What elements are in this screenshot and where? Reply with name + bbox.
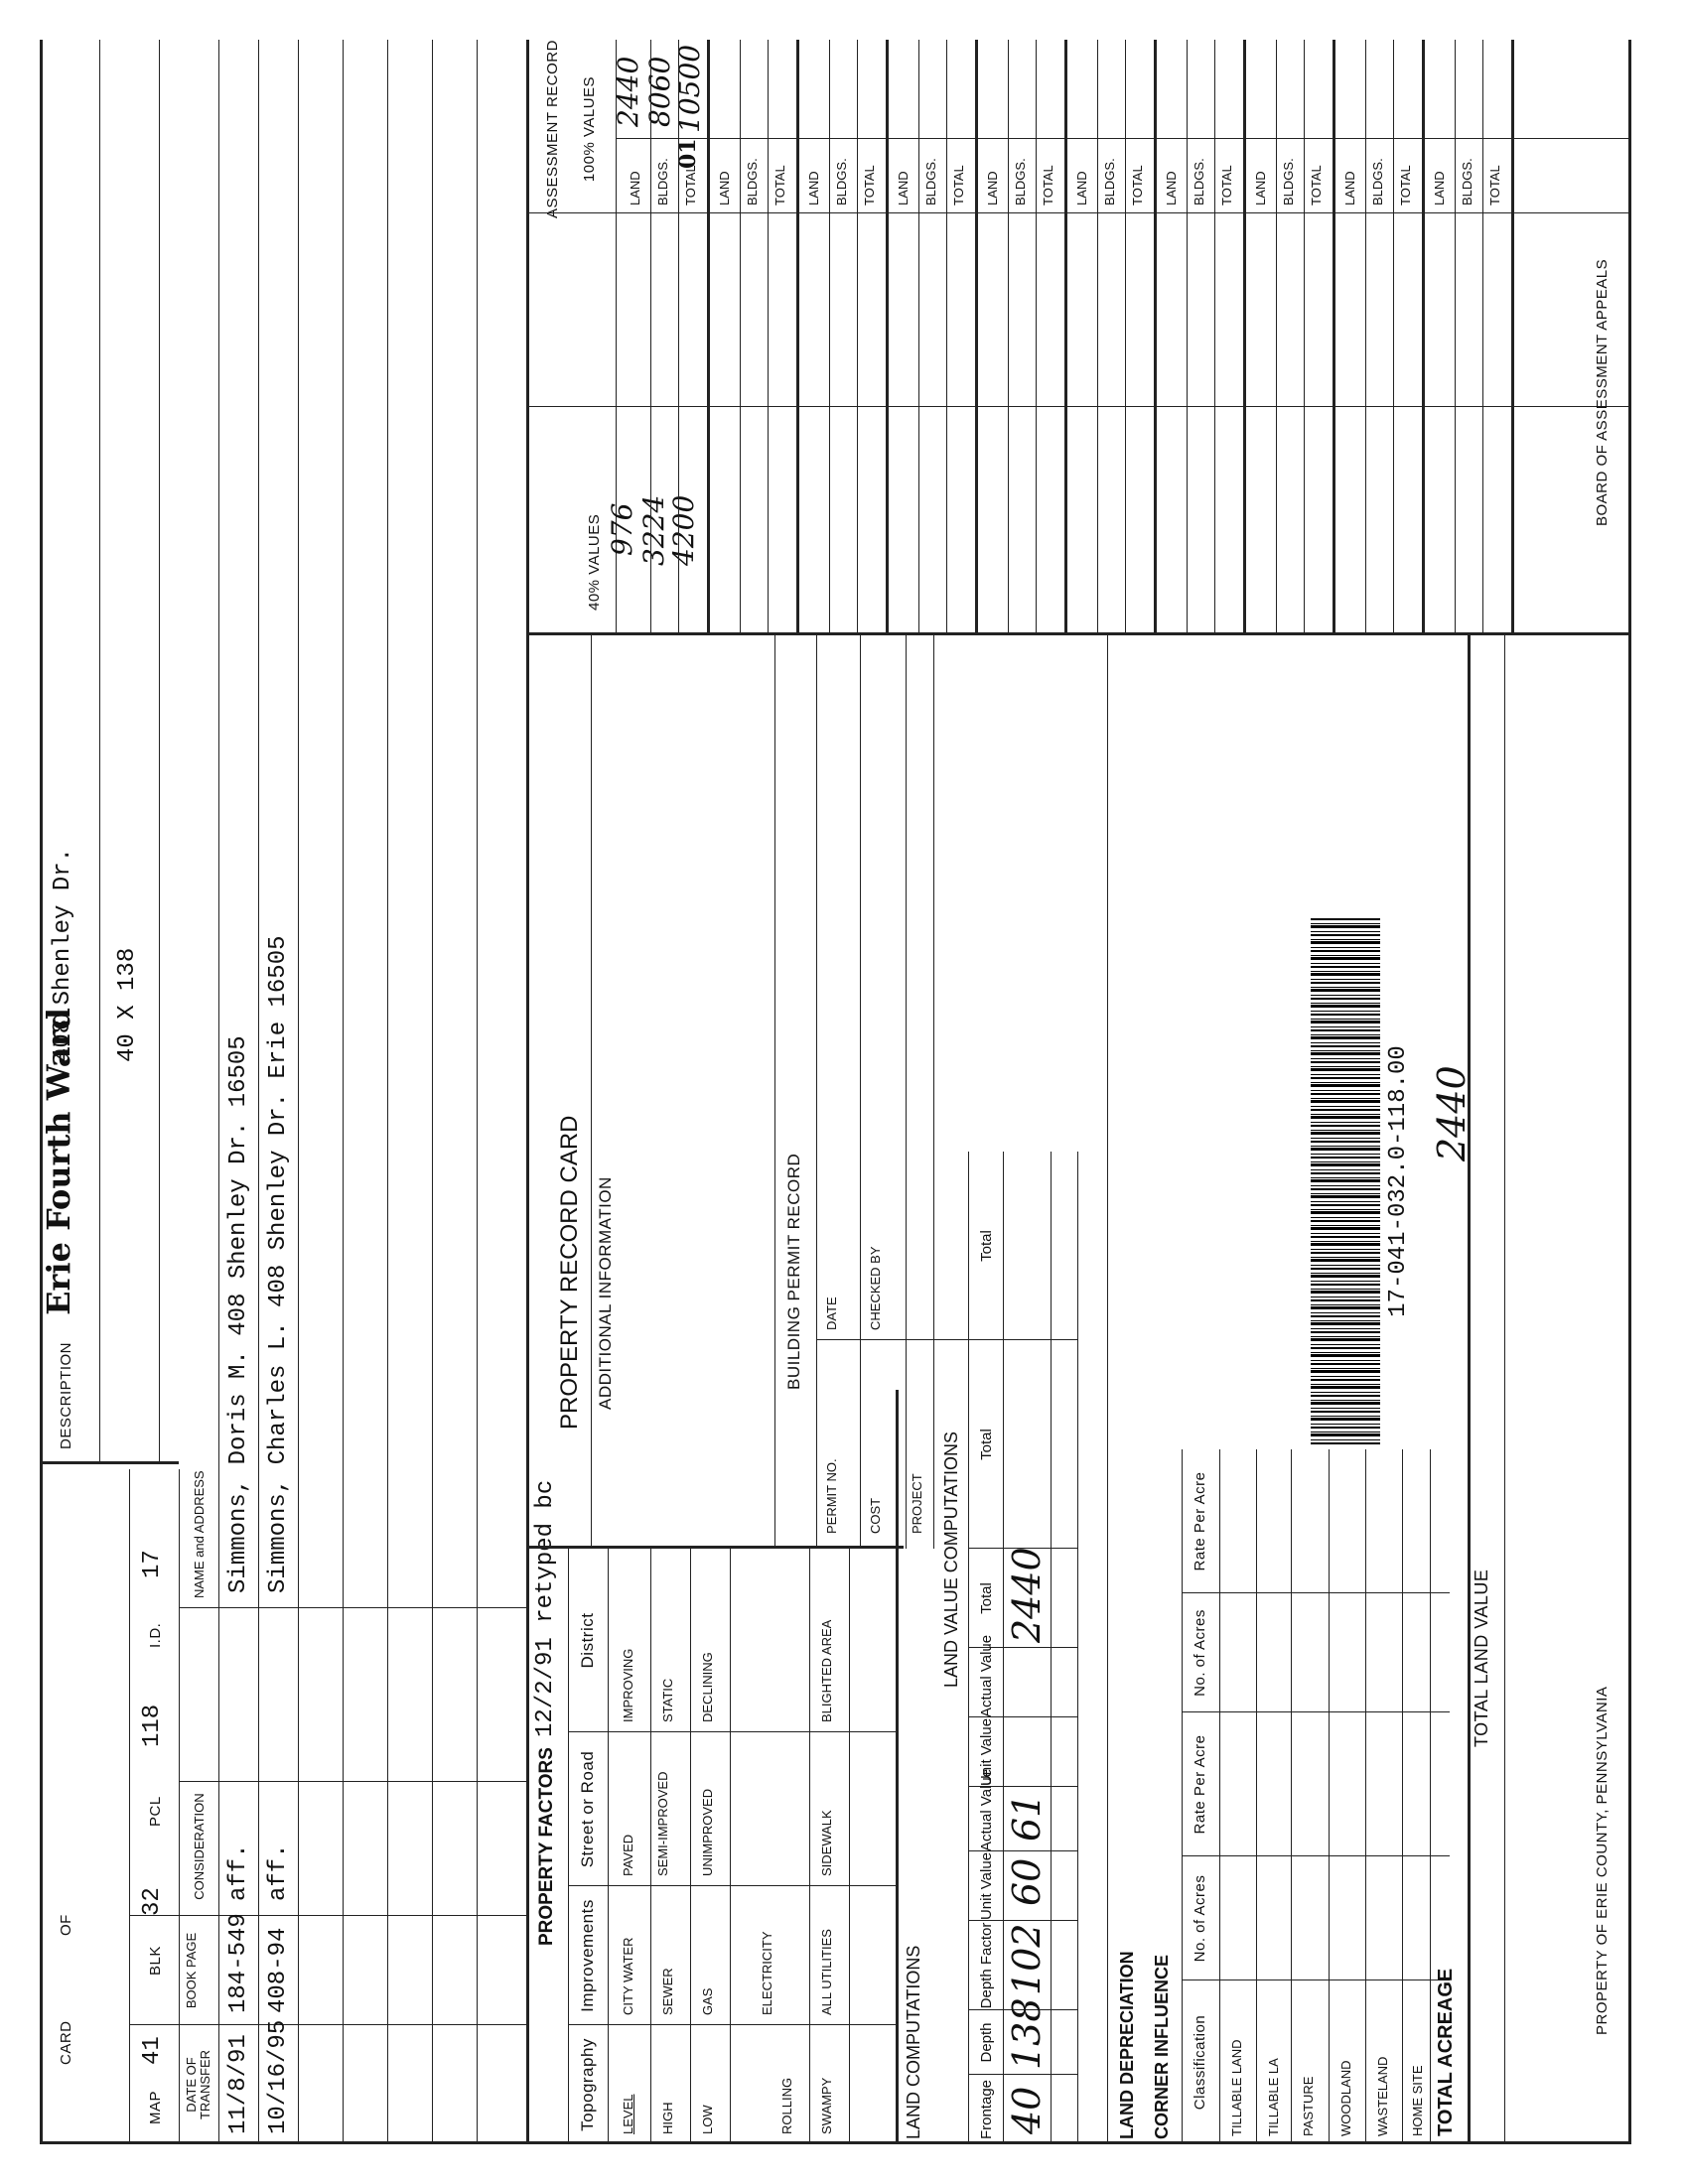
transfer-date-1: 11/8/91 (225, 2034, 252, 2134)
transfer-col-1 (129, 2024, 526, 2025)
pf-th-improvements: Improvements (578, 1899, 597, 2012)
grid-j2 (1482, 40, 1483, 635)
pf-th-topography: Topography (578, 2038, 597, 2131)
lc-th-actual-value: Actual Value (978, 1768, 995, 1851)
values40-land: 976 (606, 502, 638, 556)
lc-rule-2 (1051, 1152, 1052, 2144)
grid-b3 (796, 40, 799, 635)
grid-i3 (1422, 40, 1425, 635)
assess-total-label-8: TOTAL (1309, 165, 1324, 205)
corner-influence-title: CORNER INFLUENCE (1152, 1954, 1172, 2139)
grid-g3 (1243, 40, 1246, 635)
assess-total-mark: 01 (675, 138, 701, 169)
district-blighted: BLIGHTED AREA (819, 1619, 834, 1722)
dep-class-tillable-2: TILLABLE LA (1266, 2058, 1281, 2136)
pf-rule-5 (849, 1549, 850, 2144)
dep-th-rate-2: Rate Per Acre (1192, 1471, 1208, 1571)
dep-rule-7 (1468, 635, 1471, 2144)
pf-rule-6 (896, 1390, 899, 2144)
pf-rule-2 (690, 1549, 691, 2144)
dep-class-tillable-1: TILLABLE LAND (1229, 2039, 1244, 2136)
permit-rule-top (774, 635, 775, 1549)
dep-class-home-site: HOME SITE (1410, 2065, 1425, 2136)
land-computations-title: LAND COMPUTATIONS (904, 1945, 923, 2139)
district-static: STATIC (660, 1678, 675, 1722)
values40-title: 40% VALUES (586, 513, 603, 611)
imp-sewer: SEWER (660, 1968, 675, 2015)
lc-rule-head (968, 1152, 969, 2144)
lc-th-depth-factor: Depth Factor (978, 1922, 995, 2009)
grid-h2 (1304, 40, 1305, 635)
grid-c3 (886, 40, 889, 635)
dep-col-3 (1182, 1711, 1450, 1712)
description-rule (99, 40, 100, 1464)
transfer-rule-5 (432, 40, 433, 2144)
land-depreciation-title: LAND DEPRECIATION (1117, 1951, 1137, 2139)
description-divider (40, 1461, 179, 1464)
barcode (1311, 918, 1380, 1444)
dep-th-acres-2: No. of Acres (1192, 1609, 1208, 1697)
th-consideration: CONSIDERATION (192, 1793, 207, 1900)
permit-cost-label: COST (868, 1497, 883, 1534)
permit-title: BUILDING PERMIT RECORD (784, 1153, 803, 1390)
dep-th-rate-1: Rate Per Acre (1192, 1734, 1208, 1835)
values40-right-edge (526, 406, 1628, 407)
transfer-rule-4 (387, 40, 388, 2144)
dep-th-acres-1: No. of Acres (1192, 1874, 1208, 1963)
permit-rule-1 (816, 635, 817, 1549)
grid-c1 (829, 40, 830, 635)
lc-unit-value: 60 (1005, 1857, 1049, 1906)
assess-bldgs-label-3: BLDGS. (834, 158, 849, 205)
dep-rule-3 (1329, 1449, 1330, 2144)
grid-h1 (1276, 40, 1277, 635)
permit-checked-label: CHECKED BY (868, 1246, 883, 1330)
pf-rule-0 (608, 1549, 609, 2144)
pf-th-street: Street or Road (578, 1750, 597, 1868)
assess-land-label: LAND (628, 171, 642, 205)
lc-th-unit-value: Unit Value (978, 1851, 995, 1921)
lc-depth-factor: 102 (1005, 1923, 1049, 1995)
assess-total-label: TOTAL (683, 165, 698, 205)
pf-rule-4 (809, 1549, 810, 2144)
topo-level: LEVEL (621, 2094, 635, 2134)
lc-rule-4 (1107, 635, 1108, 2144)
assess-total-label-3: TOTAL (862, 165, 877, 205)
assess-total-label-4: TOTAL (951, 165, 966, 205)
lc-th-total-1: Total (978, 1582, 995, 1614)
total-acreage-label: TOTAL ACREAGE (1435, 1968, 1457, 2136)
lc-th-actual-value-2: Actual Value (978, 1634, 995, 1717)
district-improving: IMPROVING (621, 1648, 635, 1722)
dep-rule-6 (1430, 1449, 1431, 2144)
assess-land-label-2: LAND (717, 171, 732, 205)
pf-rule-3 (730, 1549, 731, 2144)
grid-f1 (1097, 40, 1098, 635)
assess-land-label-4: LAND (896, 171, 911, 205)
assess-total-label-7: TOTAL (1219, 165, 1234, 205)
blk-label: BLK (147, 1946, 164, 1976)
grid-c2 (857, 40, 858, 635)
assess-total-value: 10500 (673, 44, 706, 133)
transfer-consideration-1: aff. (225, 1843, 252, 1901)
lc-depth: 138 (1005, 1997, 1049, 2070)
property-factors-note: 12/2/91 retyped bc (532, 1479, 559, 1737)
transfer-consideration-2: aff. (265, 1843, 292, 1901)
dep-th-classification: Classification (1192, 2014, 1208, 2111)
footer-left: PROPERTY OF ERIE COUNTY, PENNSYLVANIA (1594, 1686, 1611, 2035)
transfer-book-2: 408-94 (265, 1927, 292, 2013)
pf-col-3 (568, 1731, 896, 1732)
assess-bldgs-value: 8060 (643, 56, 676, 127)
additional-info-label: ADDITIONAL INFORMATION (596, 1176, 615, 1410)
map-value: 41 (139, 2036, 166, 2065)
map-label: MAP (147, 2090, 164, 2124)
grid-j1 (1455, 40, 1456, 635)
transfer-rule-3 (343, 40, 344, 2144)
dep-rule-8 (1504, 635, 1505, 2144)
dep-class-woodland: WOODLAND (1338, 2060, 1353, 2136)
lc-rule-1 (1003, 1152, 1004, 2144)
assess-total-label-2: TOTAL (772, 165, 787, 205)
lc-actual-value: 61 (1005, 1793, 1049, 1842)
assess-bldgs-label: BLDGS. (655, 158, 670, 205)
assessment-subtitle: 100% VALUES (581, 75, 598, 183)
imp-electricity: ELECTRICITY (760, 1931, 774, 2015)
assess-bldgs-label-9: BLDGS. (1370, 158, 1385, 205)
grid-g1 (1187, 40, 1188, 635)
imp-all-utilities: ALL UTILITIES (819, 1929, 834, 2015)
ward-title: Erie Fourth Ward (40, 1008, 77, 1315)
transfer-rule-6 (477, 40, 478, 2144)
dep-rule-4 (1365, 1449, 1366, 2144)
permit-rule-3 (906, 635, 907, 1549)
permit-no-label: PERMIT NO. (824, 1458, 839, 1534)
grid-b2 (768, 40, 769, 635)
grid-e2 (1036, 40, 1037, 635)
assess-bldgs-label-10: BLDGS. (1460, 158, 1474, 205)
id-label: I.D. (147, 1622, 164, 1648)
assessment-title: ASSESSMENT RECORD (544, 40, 561, 218)
lc-total: 2440 (1005, 1547, 1049, 1643)
imp-city-water: CITY WATER (621, 1937, 635, 2015)
topo-high: HIGH (660, 2102, 675, 2134)
pf-col-1 (568, 2024, 896, 2025)
street-paved: PAVED (621, 1834, 635, 1876)
assess-land-label-3: LAND (806, 171, 821, 205)
transfer-rule-1 (258, 40, 259, 2144)
district-declining: DECLINING (700, 1652, 715, 1722)
assess-bldgs-label-4: BLDGS. (923, 158, 938, 205)
assess-total-label-5: TOTAL (1041, 165, 1055, 205)
grid-i1 (1365, 40, 1366, 635)
total-land-value-label: TOTAL LAND VALUE (1472, 1569, 1491, 1747)
assess-bldgs-label-8: BLDGS. (1281, 158, 1296, 205)
pcl-label: PCL (147, 1796, 164, 1827)
description-label: DESCRIPTION (58, 1341, 74, 1449)
grid-b1 (740, 40, 741, 635)
grid-e1 (1008, 40, 1009, 635)
grid-a1 (650, 40, 651, 635)
lc-rule-3 (1077, 1152, 1078, 2144)
assessment-left-edge (526, 212, 1628, 213)
transfer-name-1: Simmons, Doris M. 408 Shenley Dr. 16505 (225, 1035, 252, 1593)
description-rule-2 (159, 40, 160, 1464)
permit-date-label: DATE (824, 1297, 839, 1330)
grid-i2 (1393, 40, 1394, 635)
grid-f2 (1125, 40, 1126, 635)
transfer-rule-2 (298, 40, 299, 2144)
barcode-number: 17-041-032.0-118.00 (1385, 1045, 1412, 1317)
values40-bldgs: 3224 (637, 494, 670, 566)
assess-land-label-10: LAND (1432, 171, 1447, 205)
grid-j3 (1511, 40, 1514, 635)
grid-g2 (1214, 40, 1215, 635)
assess-total-label-9: TOTAL (1398, 165, 1413, 205)
dep-col-1 (1182, 1979, 1450, 1980)
grid-a2 (678, 40, 679, 635)
assess-land-label-9: LAND (1342, 171, 1357, 205)
description-line1: 408 Shenley Dr. (50, 847, 76, 1062)
dep-rule-0 (1219, 1449, 1220, 2144)
assess-land-label-5: LAND (985, 171, 1000, 205)
dep-class-wasteland: WASTELAND (1375, 2056, 1390, 2136)
pf-col-2 (568, 1885, 896, 1886)
grid-e3 (1064, 40, 1067, 635)
card-label: CARD (58, 2020, 74, 2065)
lc-frontage: 40 (1005, 2086, 1049, 2134)
frame-left (40, 2141, 1628, 2144)
assess-total-label-10: TOTAL (1487, 165, 1502, 205)
lc-th-total-2: Total (978, 1429, 995, 1460)
transfer-date-2: 10/16/95 (265, 2019, 292, 2134)
imp-gas: GAS (700, 1987, 715, 2015)
permit-project-label: PROJECT (910, 1473, 924, 1534)
dep-rule-head (1182, 1449, 1183, 2144)
assess-bldgs-label-5: BLDGS. (1013, 158, 1028, 205)
values-left-edge (526, 632, 1628, 635)
id-value: 17 (139, 1550, 166, 1578)
grid-d3 (975, 40, 978, 635)
frame-bottom (1628, 40, 1631, 2144)
transfer-rule-0 (218, 40, 219, 2144)
permit-rule-4 (933, 635, 934, 1549)
header-rule-2 (179, 1469, 180, 2144)
assess-land-label-8: LAND (1253, 171, 1268, 205)
values40-total: 4200 (667, 494, 700, 566)
pcl-value: 118 (139, 1704, 166, 1747)
dep-rule-2 (1291, 1449, 1292, 2144)
pf-rule-1 (650, 1549, 651, 2144)
topo-rolling: ROLLING (779, 2077, 794, 2134)
topo-swampy: SWAMPY (819, 2077, 834, 2134)
assess-land-value: 2440 (612, 56, 644, 127)
total-land-value-amount: 2440 (1430, 1065, 1474, 1161)
dep-rule-5 (1402, 1449, 1403, 2144)
assess-total-label-6: TOTAL (1130, 165, 1145, 205)
record-card-title: PROPERTY RECORD CARD (556, 1115, 583, 1430)
transfer-col-2 (129, 1915, 526, 1916)
transfer-rule-7 (526, 40, 529, 2144)
header-rule-1 (129, 1469, 130, 2144)
lc-th-frontage: Frontage (978, 2079, 995, 2140)
lc-th-unit-value-2: Unit Value (978, 1717, 995, 1787)
grid-h3 (1333, 40, 1335, 635)
property-factors-title: PROPERTY FACTORS (536, 1747, 557, 1946)
pf-th-district: District (578, 1612, 597, 1669)
assess-bldgs-label-2: BLDGS. (745, 158, 760, 205)
lc-th-total-3: Total (978, 1230, 995, 1262)
grid-d1 (918, 40, 919, 635)
assess-land-label-6: LAND (1074, 171, 1089, 205)
pf-rule-head (568, 1549, 569, 2144)
lc-th-depth: Depth (978, 2022, 995, 2063)
assess-bldgs-label-6: BLDGS. (1102, 158, 1117, 205)
assess-bldgs-label-7: BLDGS. (1192, 158, 1206, 205)
transfer-name-2: Simmons, Charles L. 408 Shenley Dr. Erie 16505 (265, 935, 292, 1593)
assess-land-label-7: LAND (1164, 171, 1179, 205)
street-sidewalk: SIDEWALK (819, 1810, 834, 1876)
dep-class-pasture: PASTURE (1301, 2076, 1316, 2136)
grid-f3 (1154, 40, 1157, 635)
transfer-col-3 (179, 1781, 526, 1782)
dep-col-2 (1182, 1855, 1450, 1856)
record-card-rule (591, 635, 592, 1549)
land-value-title: LAND VALUE COMPUTATIONS (941, 1431, 961, 1688)
grid-a3 (707, 40, 710, 635)
grid-d2 (946, 40, 947, 635)
dep-rule-1 (1256, 1449, 1257, 2144)
street-semi-improved: SEMI-IMPROVED (655, 1771, 670, 1876)
of-label: OF (58, 1914, 74, 1936)
transfer-book-1: 184-549 (225, 1913, 252, 2013)
th-name: NAME and ADDRESS (192, 1470, 207, 1598)
topo-low: LOW (700, 2105, 715, 2134)
description-line2: 40 X 138 (114, 947, 141, 1062)
th-date: DATE OF TRANSFER (184, 2049, 212, 2120)
blk-value: 32 (139, 1887, 166, 1916)
transfer-col-4 (179, 1607, 526, 1608)
footer-right: BOARD OF ASSESSMENT APPEALS (1594, 258, 1611, 526)
dep-col-4 (1182, 1592, 1450, 1593)
street-unimproved: UNIMPROVED (700, 1788, 715, 1876)
permit-rule-2 (860, 635, 861, 1549)
th-book: BOOK PAGE (184, 1932, 199, 2009)
